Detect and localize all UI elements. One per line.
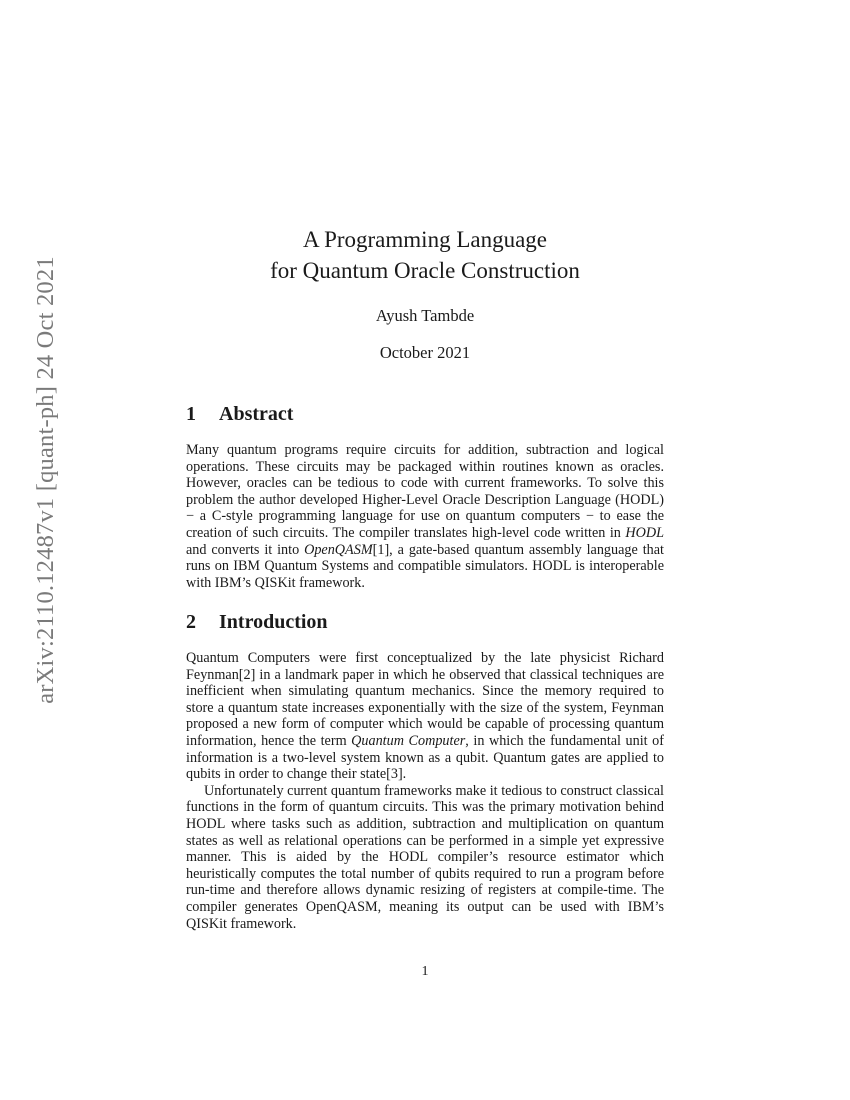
text-run: Unfortunately current quantum frameworks make it tedious to construct classical functions in the form of quantum circuits. This was the primary motivation behind HODL where tasks such as addition, subtraction and multiplication on quantum states as well as relational operations can be performed in a simple yet expressive manner. This is aided by the HODL compiler’s resource estimator which heuristically computes the total number of qubits required to run a program before run-time and therefore allows dynamic resizing of registers at compile-time. The compiler generates OpenQASM, meaning its output can be used with IBM’s QISKit framework. (186, 782, 664, 932)
text-run: [1], a gate-based quantum assembly language that runs on IBM Quantum Systems and compatible simulators. HODL is interoperable with IBM’s QISKit framework. (186, 541, 664, 591)
paper-title-line-1: A Programming Language (302, 227, 547, 252)
section-title: Abstract (219, 403, 294, 425)
section-number: 2 (186, 611, 196, 633)
publication-date: October 2021 (379, 343, 471, 362)
author-name: Ayush Tambde (375, 306, 475, 325)
introduction-paragraph-2 (186, 783, 664, 932)
section-introduction (186, 610, 664, 932)
introduction-paragraph-1 (186, 650, 664, 783)
section-number: 1 (186, 403, 196, 425)
text-run: Many quantum programs require circuits for addition, subtraction and logical operations. These circuits may be packaged within routines known as oracles. However, oracles can be tedious to code with current frameworks. To solve this problem the author developed Higher-Level Oracle Description Language (HODL) − a C-style programming language for use on quantum computers − to ease the creation of such circuits. The compiler translates high-level code written in (186, 442, 664, 541)
section-heading (186, 610, 664, 634)
section-abstract (186, 402, 664, 591)
arxiv-identifier-text: arXiv:2110.12487v1 [quant-ph] 24 Oct 2021 (32, 256, 59, 704)
text-run: , in which the fundamental unit of information is a two-level system known as a qubit. Quantum gates are applied to qubits in order to change their state[3]. (186, 732, 664, 783)
section-heading (186, 402, 664, 426)
section-title: Introduction (219, 611, 328, 633)
italic-term: HODL (625, 524, 664, 541)
paper-title-line-2: for Quantum Oracle Construction (270, 258, 580, 283)
text-run: and converts it into (186, 541, 305, 558)
page-number: 1 (421, 964, 429, 979)
text-run: Quantum Computers were first conceptualized by the late physicist Richard Feynman[2] in a landmark paper in which he observed that classical techniques are inefficient when simulating quantum mechanics. Since the memory required to store a quantum state increases exponentially with the size of the system, Feynman proposed a new form of computer which would be capable of processing quantum information, hence the term (186, 650, 664, 749)
italic-term: OpenQASM (304, 541, 373, 558)
title-block (186, 224, 664, 364)
italic-term: Quantum Computer (351, 732, 466, 749)
abstract-paragraph (186, 442, 664, 591)
